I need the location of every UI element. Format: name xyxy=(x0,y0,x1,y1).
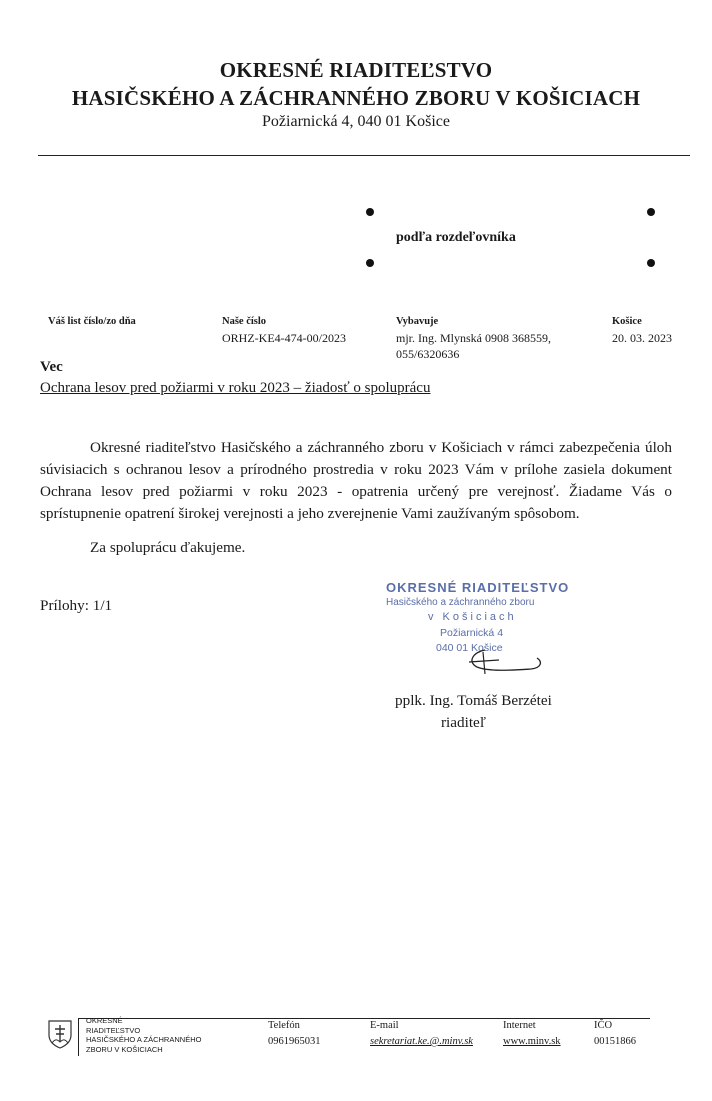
your-letter-label: Váš list číslo/zo dňa xyxy=(48,316,136,327)
stamp-line2: Hasičského a záchranného zboru xyxy=(386,597,535,608)
footer-email-label: E-mail xyxy=(370,1020,399,1031)
stamp-line3: v Košiciach xyxy=(428,611,517,623)
signature xyxy=(455,640,555,684)
attachments-line: Prílohy: 1/1 xyxy=(40,597,113,614)
footer-web-label: Internet xyxy=(503,1020,536,1031)
stamp-line5: 040 01 Košice xyxy=(436,642,503,654)
body-text xyxy=(40,437,672,525)
header-org-line1: OKRESNÉ RIADITEĽSTVO xyxy=(219,58,493,82)
footer-vertical-rule xyxy=(78,1018,79,1056)
handled-by-line2: 055/6320636 xyxy=(396,347,460,361)
stamp-line1: OKRESNÉ RIADITEĽSTVO xyxy=(386,580,570,595)
footer-phone-label: Telefón xyxy=(268,1020,300,1031)
footer-org-line1: OKRESNÉ xyxy=(86,1016,123,1025)
address-window-mark-br xyxy=(647,259,655,267)
place-label: Košice xyxy=(612,316,642,327)
address-window-mark-tl xyxy=(366,208,374,216)
thanks-line: Za spoluprácu ďakujeme. xyxy=(90,539,246,556)
footer-ico: 00151866 xyxy=(594,1036,636,1047)
signer-role: riaditeľ xyxy=(441,714,486,731)
footer-org-name xyxy=(86,1016,201,1054)
our-number-label: Naše číslo xyxy=(222,316,267,327)
footer-ico-label: IČO xyxy=(594,1020,613,1031)
handled-by-label: Vybavuje xyxy=(396,316,439,327)
body-paragraph: Okresné riaditeľstvo Hasičského a záchranného zboru v Košiciach v rámci zabezpečenia úloh súvisiacich s ochranou lesov a prírodného prostredia v roku 2023 Vám v prílohe zasiela dokument Ochrana lesov pred požiarmi v roku 2023 - opatrenia určený pre verejnosť. Žiadame Vás o sprístupnenie opatrení širokej verejnosti a jeho zverejnenie Vami zaužívaným spôsobom. xyxy=(40,439,672,522)
signer-name: pplk. Ing. Tomáš Berzétei xyxy=(395,692,552,709)
stamp-line4: Požiarnická 4 xyxy=(440,627,504,639)
letter-date: 20. 03. 2023 xyxy=(612,331,672,345)
address-window-mark-bl xyxy=(366,259,374,267)
handled-by-line1: mjr. Ing. Mlynská 0908 368559, xyxy=(396,331,551,345)
footer-phone: 0961965031 xyxy=(268,1036,321,1047)
subject-line: Ochrana lesov pred požiarmi v roku 2023 – žiadosť o spoluprácu xyxy=(40,380,431,396)
subject-label: Vec xyxy=(40,359,63,375)
footer-email-link[interactable]: sekretariat.ke.@.minv.sk xyxy=(370,1036,473,1047)
footer-org-line3: HASIČSKÉHO A ZÁCHRANNÉHO xyxy=(86,1035,202,1044)
header-org-line2: HASIČSKÉHO A ZÁCHRANNÉHO ZBORU V KOŠICIACH xyxy=(71,86,641,110)
header-address: Požiarnická 4, 040 01 Košice xyxy=(262,113,450,130)
footer-org-line2: RIADITEĽSTVO xyxy=(86,1025,141,1035)
footer-org-line4: ZBORU V KOŠICIACH xyxy=(86,1044,163,1054)
our-number: ORHZ-KE4-474-00/2023 xyxy=(222,331,346,345)
recipient: podľa rozdeľovníka xyxy=(396,230,516,245)
address-window-mark-tr xyxy=(647,208,655,216)
footer-web-link[interactable]: www.minv.sk xyxy=(503,1036,561,1047)
header-divider xyxy=(38,155,690,156)
coat-of-arms-icon xyxy=(47,1019,73,1049)
